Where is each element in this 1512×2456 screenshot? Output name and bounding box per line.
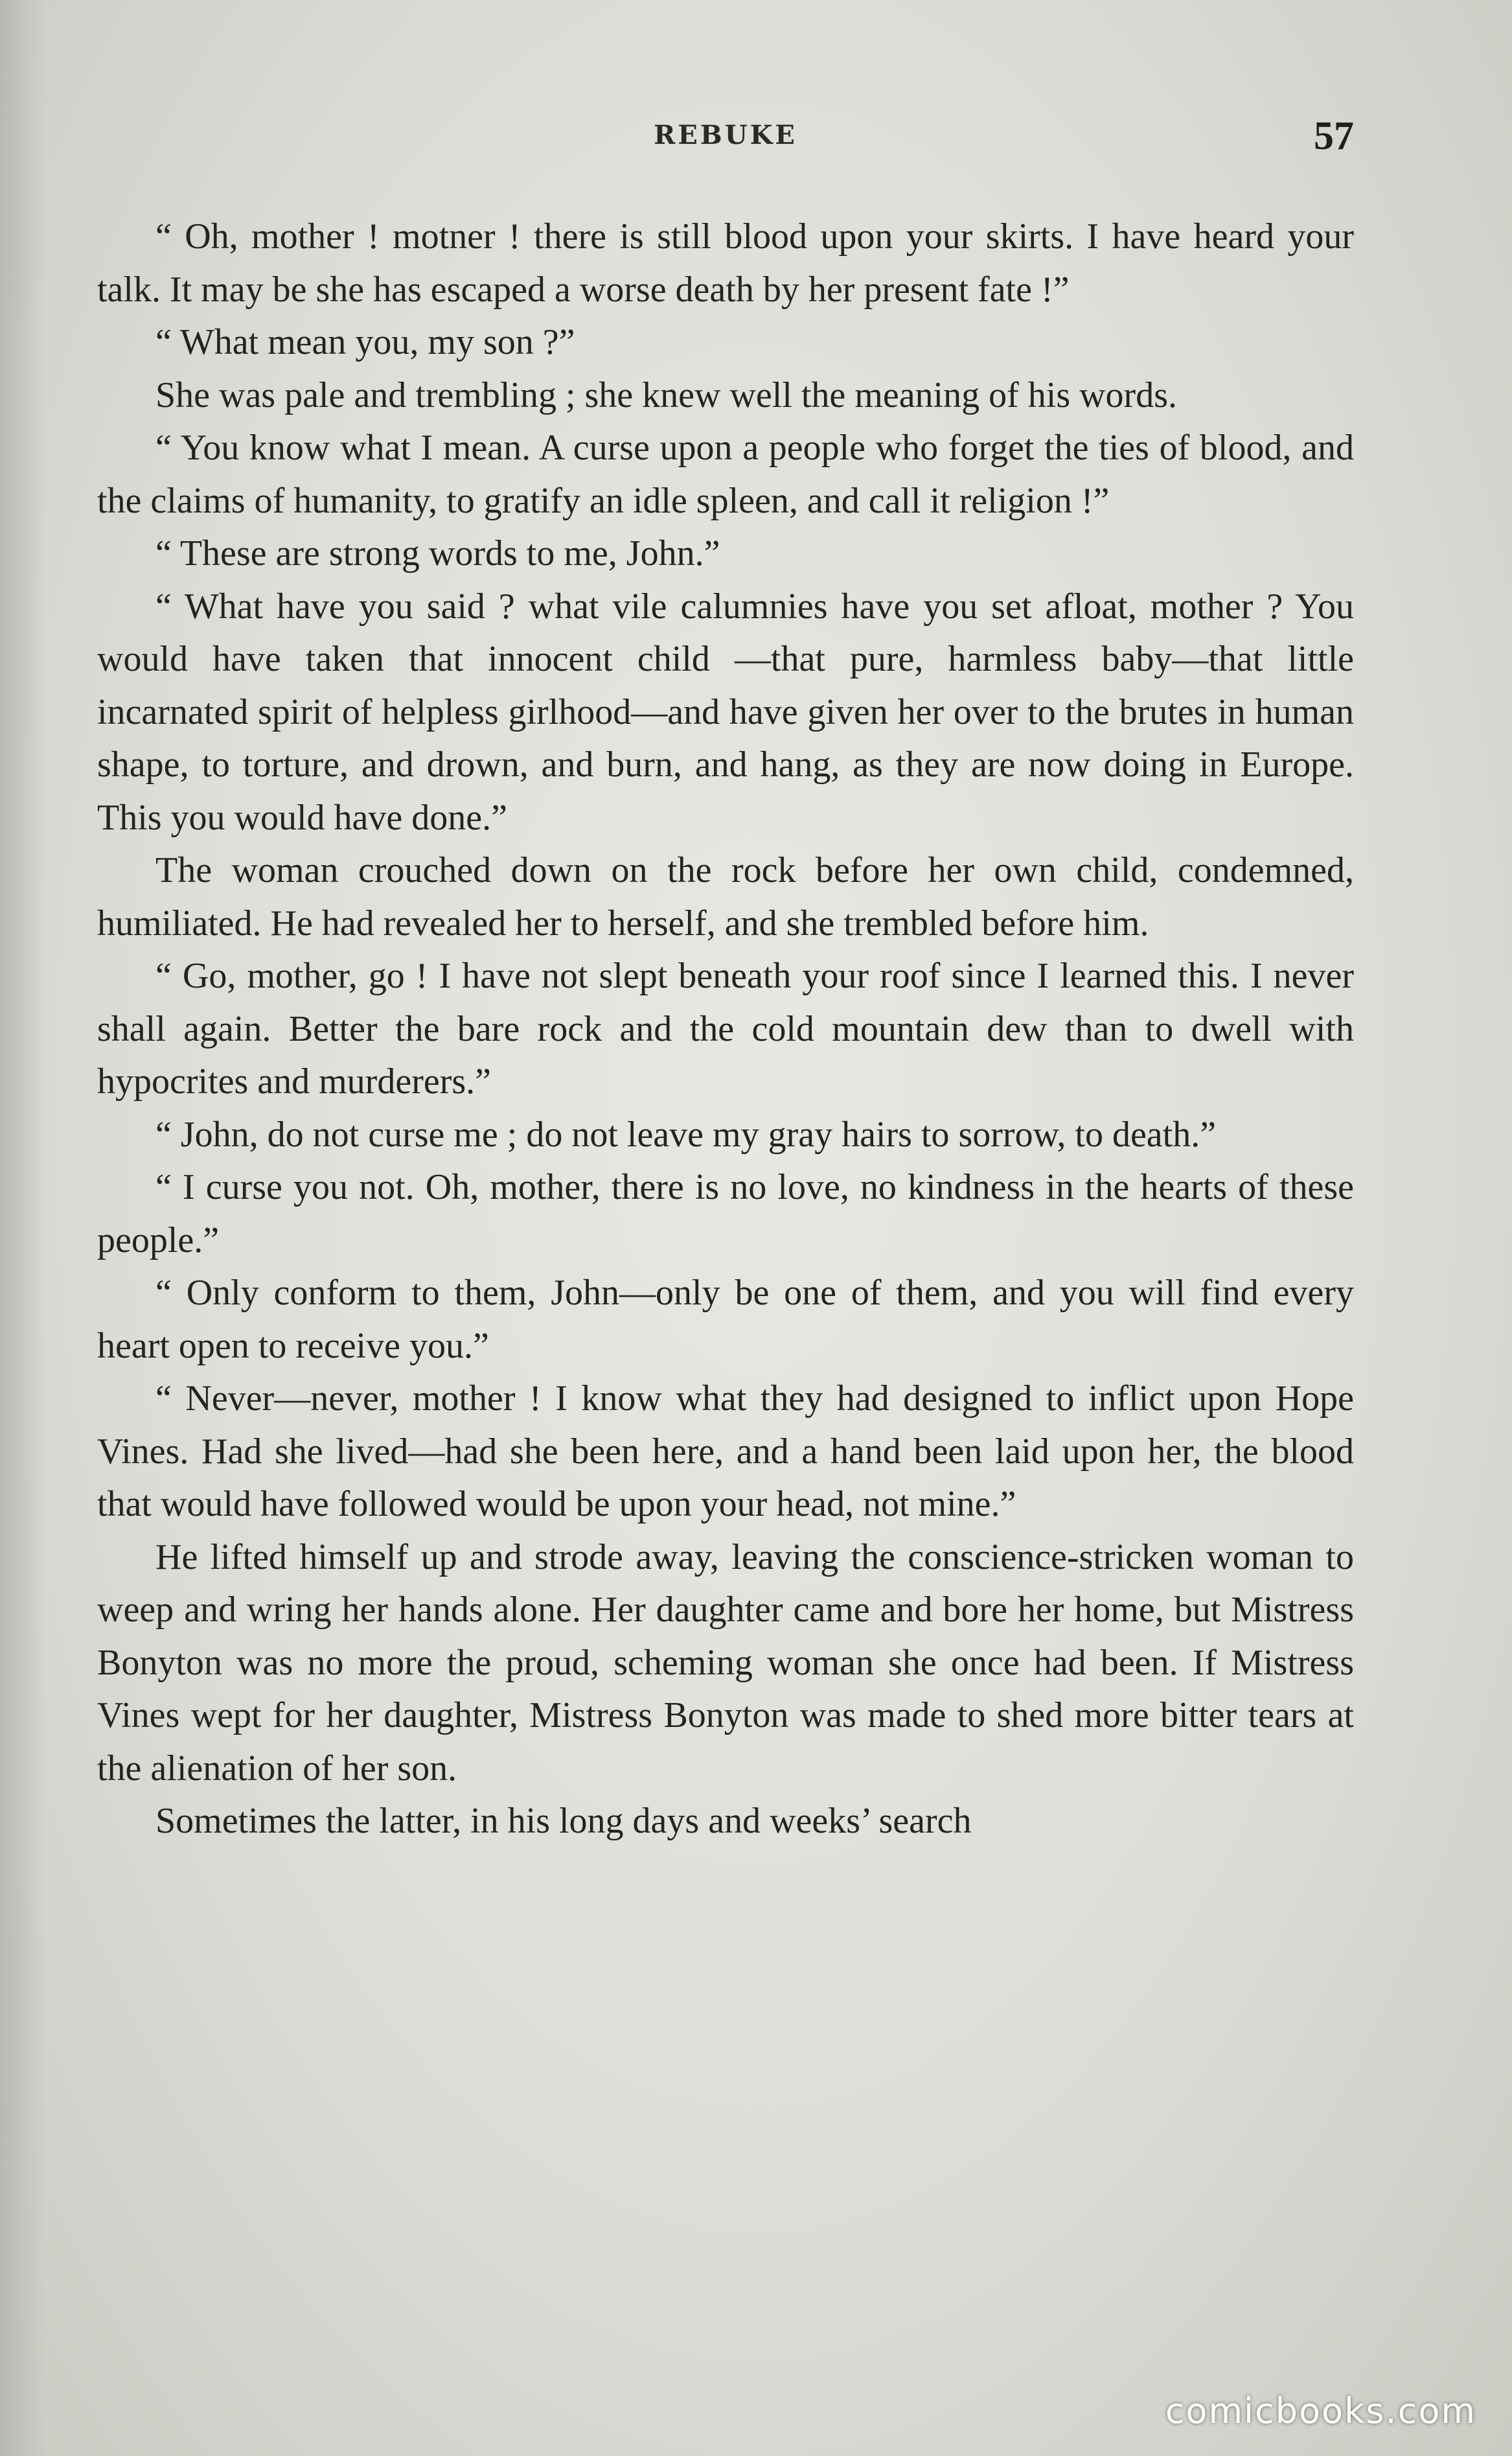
page-header: [97, 113, 1354, 172]
body-text: [97, 211, 1354, 1848]
watermark: comicbooks.com: [1165, 2391, 1476, 2431]
paragraph: “ Oh, mother ! motner ! there is still blood upon your skirts. I have heard your talk. It may be she has escaped a worse death by her present fate !”: [97, 216, 1354, 310]
paragraph: “ You know what I mean. A curse upon a people who forget the ties of blood, and the claims of humanity, to gratify an idle spleen, and call it religion !”: [97, 428, 1354, 521]
paragraph: “ Only conform to them, John—only be one of them, and you will find every heart open to receive you.”: [97, 1273, 1354, 1366]
paragraph: “ These are strong words to me, John.”: [155, 533, 720, 573]
page-edge-shadow: [0, 0, 45, 2456]
paragraph: He lifted himself up and strode away, leaving the conscience-stricken woman to weep and wring her hands alone. Her daughter came and bore her home, but Mistress Bonyton was no more the proud, scheming woman she once had been. If Mistress Vines wept for her daughter, Mistress Bonyton was made to shed more bitter tears at the alienation of her son.: [97, 1536, 1354, 1789]
paragraph: “ What have you said ? what vile calumnies have you set afloat, mother ? You would have taken that innocent child —that pure, harmless baby—that little incarnated spirit of helpless girlhood—and have given her over to the brutes in human shape, to torture, and drown, and burn, and hang, as they are now doing in Europe. This you would have done.”: [97, 586, 1354, 838]
paragraph: The woman crouched down on the rock before her own child, condemned, humiliated. He had revealed her to herself, and she trembled before him.: [97, 850, 1354, 944]
paragraph: “ John, do not curse me ; do not leave my gray hairs to sorrow, to death.”: [155, 1114, 1217, 1155]
running-head: REBUKE: [654, 120, 797, 150]
paragraph: “ Never—never, mother ! I know what they had designed to inflict upon Hope Vines. Had she lived—had she been here, and a hand been laid upon her, the blood that would have followed would be upon your head, not mine.”: [97, 1378, 1354, 1524]
paragraph: Sometimes the latter, in his long days and weeks’ search: [155, 1801, 972, 1841]
paragraph: “ Go, mother, go ! I have not slept beneath your roof since I learned this. I never shall again. Better the bare rock and the cold mountain dew than to dwell with hypocrites and murderers.”: [97, 956, 1354, 1102]
paragraph: “ What mean you, my son ?”: [155, 322, 575, 362]
page-number: 57: [1314, 114, 1354, 158]
paragraph: She was pale and trembling ; she knew well the meaning of his words.: [155, 375, 1177, 415]
paragraph: “ I curse you not. Oh, mother, there is no love, no kindness in the hearts of these people.”: [97, 1167, 1354, 1260]
